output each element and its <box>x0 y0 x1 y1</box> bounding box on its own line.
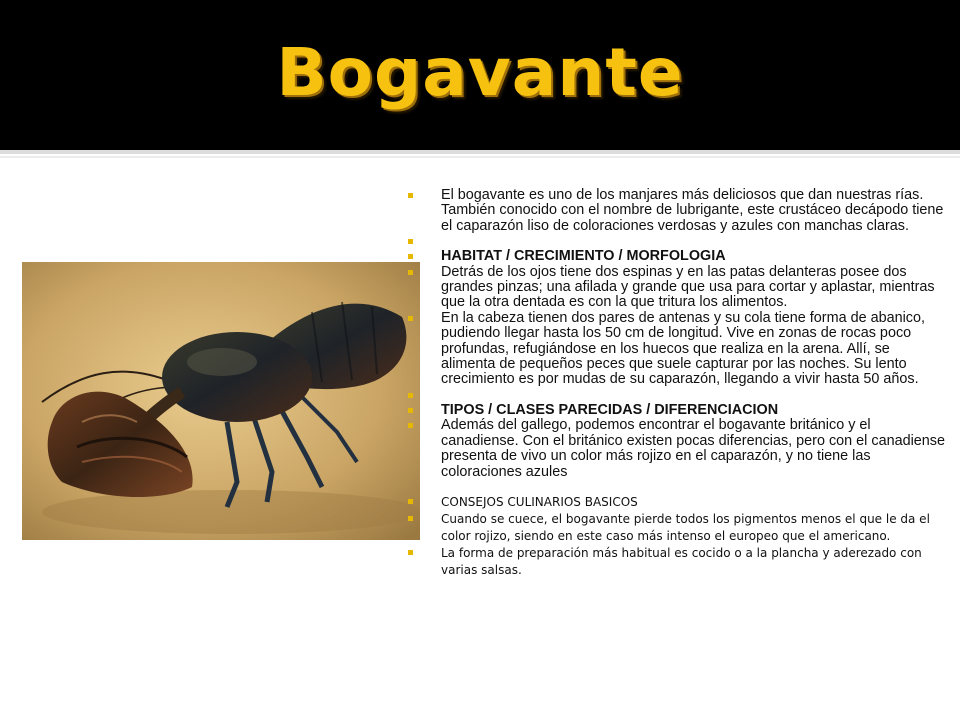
list-item: El bogavante es uno de los manjares más deliciosos que dan nuestras rías. También conocido con el nombre de lubrigante, este crustáceo decápodo tiene el caparazón liso de coloraciones verdosas y azules con manchas claras. <box>408 188 948 234</box>
bullet-marker <box>408 408 413 413</box>
bullet-marker <box>408 239 413 244</box>
list-item: En la cabeza tienen dos pares de antenas y su cola tiene forma de abanico, pudiendo llegar hasta los 50 cm de longitud. Vive en zonas de rocas poco profundas, refugiándose en los huecos que realiza en la arena. Allí, se alimenta de pequeños peces que suele capturar por las noches. Su lento crecimiento es por mudas de su caparazón, llegando a vivir hasta 50 años. <box>408 311 948 388</box>
title-bar <box>0 0 960 150</box>
bullet-marker <box>408 516 413 521</box>
list-item-empty <box>408 234 948 249</box>
title-divider <box>0 150 960 154</box>
section-heading: CONSEJOS CULINARIOS BASICOS <box>408 494 948 511</box>
list-item: Cuando se cuece, el bogavante pierde todos los pigmentos menos el que le da el color rojizo, siendo en este caso más intenso el europeo que el americano. <box>408 511 948 545</box>
title-divider-thin <box>0 156 960 158</box>
bullet-marker <box>408 550 413 555</box>
bullet-marker <box>408 193 413 198</box>
list-item: Detrás de los ojos tiene dos espinas y en las patas delanteras posee dos grandes pinzas; una afilada y grande que usa para cortar y aplastar, mientras que la otra dentada es con la que tritura los alimentos. <box>408 265 948 311</box>
bullet-marker <box>408 254 413 259</box>
bullet-marker <box>408 393 413 398</box>
bullet-marker <box>408 270 413 275</box>
bullet-marker <box>408 316 413 321</box>
bullet-list <box>408 188 948 579</box>
section-heading: TIPOS / CLASES PARECIDAS / DIFERENCIACION <box>408 403 948 418</box>
list-item: Además del gallego, podemos encontrar el bogavante británico y el canadiense. Con el británico existen pocas diferencias, pero con el canadiense presenta de vivo un color más rojizo en el caparazón, y no tiene las coloraciones azules <box>408 418 948 480</box>
section-heading: HABITAT / CRECIMIENTO / MORFOLOGIA <box>408 249 948 264</box>
lobster-icon <box>22 262 420 540</box>
bullet-marker <box>408 423 413 428</box>
list-item-empty <box>408 388 948 403</box>
bullet-marker <box>408 499 413 504</box>
slide-title: Bogavante <box>276 34 684 111</box>
lobster-photo <box>22 262 420 540</box>
list-item: La forma de preparación más habitual es cocido o a la plancha y aderezado con varias salsas. <box>408 545 948 579</box>
